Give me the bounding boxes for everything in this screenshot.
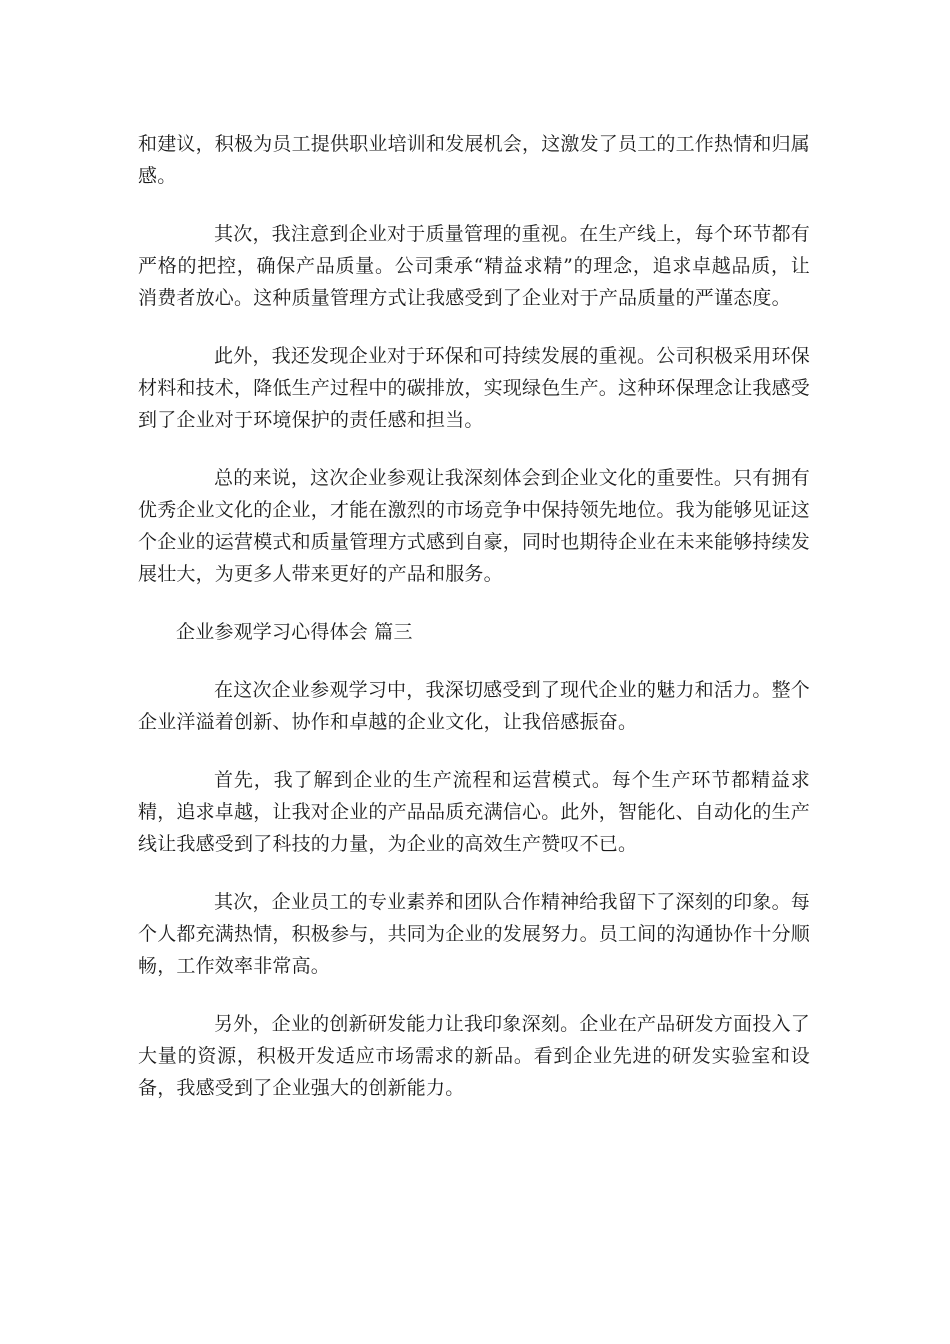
paragraph-summary: 总的来说，这次企业参观让我深刻体会到企业文化的重要性。只有拥有优秀企业文化的企业，才能在激烈的市场竞争中保持领先地位。我为能够见证这个企业的运营模式和质量管理方式感到自豪，同时也期待企业在未来能够持续发展壮大，为更多人带来更好的产品和服务。 <box>138 467 811 585</box>
paragraph-section-intro: 在这次企业参观学习中，我深切感受到了现代企业的魅力和活力。整个企业洋溢着创新、协作和卓越的企业文化，让我倍感振奋。 <box>138 679 810 733</box>
paragraph-continued: 和建议，积极为员工提供职业培训和发展机会，这激发了员工的工作热情和归属感。 <box>138 133 811 187</box>
paragraph-innovation: 另外，企业的创新研发能力让我印象深刻。企业在产品研发方面投入了大量的资源，积极开发适应市场需求的新品。看到企业先进的研发实验室和设备，我感受到了企业强大的创新能力。 <box>138 1013 810 1099</box>
paragraph-production-flow: 首先，我了解到企业的生产流程和运营模式。每个生产环节都精益求精，追求卓越，让我对企业的产品品质充满信心。此外，智能化、自动化的生产线让我感受到了科技的力量，为企业的高效生产赞叹不已。 <box>138 769 811 855</box>
section-heading: 企业参观学习心得体会 篇三 <box>176 621 413 643</box>
paragraph-teamwork: 其次，企业员工的专业素养和团队合作精神给我留下了深刻的印象。每个人都充满热情，积极参与，共同为企业的发展努力。员工间的沟通协作十分顺畅，工作效率非常高。 <box>138 891 811 977</box>
paragraph-environmental: 此外，我还发现企业对于环保和可持续发展的重视。公司积极采用环保材料和技术，降低生产过程中的碳排放，实现绿色生产。这种环保理念让我感受到了企业对于环境保护的责任感和担当。 <box>138 345 811 431</box>
paragraph-quality-management: 其次，我注意到企业对于质量管理的重视。在生产线上，每个环节都有严格的把控，确保产品质量。公司秉承“精益求精”的理念，追求卓越品质，让消费者放心。这种质量管理方式让我感受到了企业对于产品质量的严谨态度。 <box>138 223 810 309</box>
document-page <box>138 128 810 1130</box>
